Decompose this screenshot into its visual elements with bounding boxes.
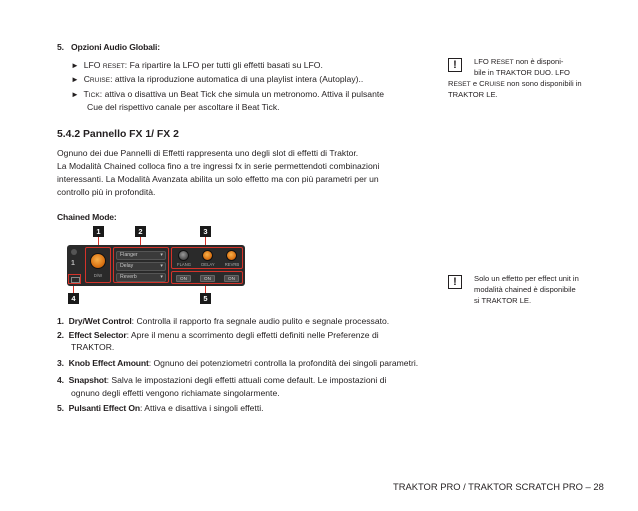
- flanger-amount-knob[interactable]: [178, 250, 189, 261]
- dropdown-arrow-icon: ▾: [160, 274, 163, 280]
- connector-line: [205, 237, 206, 245]
- bullet-arrow-icon: ►: [71, 75, 79, 84]
- dry-wet-label: D/W: [93, 273, 103, 278]
- note-2-line-3: si TRAKTOR LE.: [474, 296, 532, 305]
- note-1-line-2: bile in TRAKTOR DUO. LFO: [474, 68, 570, 77]
- effect-amount-knobs: [171, 247, 243, 269]
- reverb-amount-knob[interactable]: [226, 250, 237, 261]
- chained-item-1: 1. Dry/Wet Control: Controlla il rapporto fra segnale audio pulito e segnale processato.: [57, 316, 390, 326]
- connector-line: [205, 286, 206, 293]
- effect-on-buttons: [171, 271, 243, 284]
- warning-icon: !: [448, 275, 462, 289]
- section-heading: 5.4.2 Pannello FX 1/ FX 2: [57, 129, 179, 140]
- paragraph-line: La Modalità Chained colloca fino a tre ingressi fx in serie permettendoti combinazioni: [57, 161, 380, 171]
- delay-amount-knob[interactable]: [202, 250, 213, 261]
- chained-item-2: 2. Effect Selector: Apre il menu a scorrimento degli effetti definiti nelle Preferenze di: [57, 330, 379, 340]
- callout-5: 5: [200, 293, 211, 304]
- callout-3: 3: [200, 226, 211, 237]
- dropdown-arrow-icon: ▾: [160, 263, 163, 269]
- connector-line: [140, 237, 141, 245]
- fx-panel-figure: [64, 226, 254, 304]
- warning-icon: !: [448, 58, 462, 72]
- bullet-arrow-icon: ►: [71, 61, 79, 70]
- bullet-tick-continuation: Cue del rispettivo canale per ascoltare il Beat Tick.: [87, 102, 280, 112]
- note-1-line-4: TRAKTOR LE.: [448, 90, 498, 99]
- effect-on-button-3[interactable]: ON: [224, 275, 239, 282]
- callout-4: 4: [68, 293, 79, 304]
- note-2-line-1: Solo un effetto per effect unit in: [474, 274, 579, 283]
- deck-number: 1: [71, 260, 75, 267]
- page-footer: TRAKTOR PRO / TRAKTOR SCRATCH PRO – 28: [393, 481, 604, 492]
- chained-item-4-continuation: ognuno degli effetti vengono richiamate singolarmente.: [71, 388, 280, 398]
- bullet-lfo-reset: ► LFO RESET: Fa ripartire la LFO per tutti gli effetti basati su LFO.: [71, 60, 323, 70]
- effect-selector-3[interactable]: Reverb ▾: [116, 273, 166, 282]
- fx-panel: [67, 245, 245, 286]
- flanger-knob-label: FLANG: [177, 262, 191, 267]
- dry-wet-control[interactable]: [85, 247, 111, 283]
- connector-line: [98, 237, 99, 245]
- note-2-line-2: modalità chained è disponibile: [474, 285, 576, 294]
- callout-2: 2: [135, 226, 146, 237]
- effect-selector-1[interactable]: Flanger ▾: [116, 251, 166, 260]
- bullet-arrow-icon: ►: [71, 90, 79, 99]
- dry-wet-knob[interactable]: [90, 253, 106, 269]
- chained-item-3: 3. Knob Effect Amount: Ognuno dei potenziometri controlla la profondità dei singoli parametri.: [57, 358, 419, 368]
- effect-on-button-1[interactable]: ON: [176, 275, 191, 282]
- effect-on-button-2[interactable]: ON: [200, 275, 215, 282]
- camera-icon: [71, 277, 80, 283]
- callout-1: 1: [93, 226, 104, 237]
- chained-item-5: 5. Pulsanti Effect On: Attiva e disattiva i singoli effetti.: [57, 403, 264, 413]
- chained-item-2-continuation: TRAKTOR.: [71, 342, 115, 352]
- section-5-title: Opzioni Audio Globali:: [71, 42, 160, 52]
- snapshot-button[interactable]: [68, 274, 81, 284]
- effect-selector-2[interactable]: Delay ▾: [116, 262, 166, 271]
- dropdown-arrow-icon: ▾: [160, 252, 163, 258]
- power-icon: [71, 249, 77, 255]
- note-1-line-1: LFO RESET non è disponi-: [474, 57, 564, 66]
- chained-item-4: 4. Snapshot: Salva le impostazioni degli effetti attuali come default. Le impostazioni di: [57, 375, 387, 385]
- section-5-number: 5.: [57, 42, 64, 52]
- paragraph-line: Ognuno dei due Pannelli di Effetti rappresenta uno degli slot di effetti di Traktor.: [57, 148, 359, 158]
- delay-knob-label: DELAY: [201, 262, 215, 267]
- paragraph-line: interessanti. La Modalità Avanzata abilita un solo effetto ma con più parametri per un: [57, 174, 379, 184]
- bullet-tick: ► TICK: attiva o disattiva un Beat Tick che simula un metronomo. Attiva il pulsante: [71, 89, 385, 99]
- paragraph-line: controllo più in profondità.: [57, 187, 156, 197]
- reverb-knob-label: REVRB: [224, 262, 240, 267]
- bullet-cruise: ► CRUISE: attiva la riproduzione automatica di una playlist intera (Autoplay)..: [71, 74, 364, 84]
- connector-line: [73, 286, 74, 293]
- effect-selector-group: [113, 247, 169, 283]
- note-1-line-3: RESET e CRUISE non sono disponibili in: [448, 79, 582, 88]
- chained-mode-label: Chained Mode:: [57, 212, 117, 222]
